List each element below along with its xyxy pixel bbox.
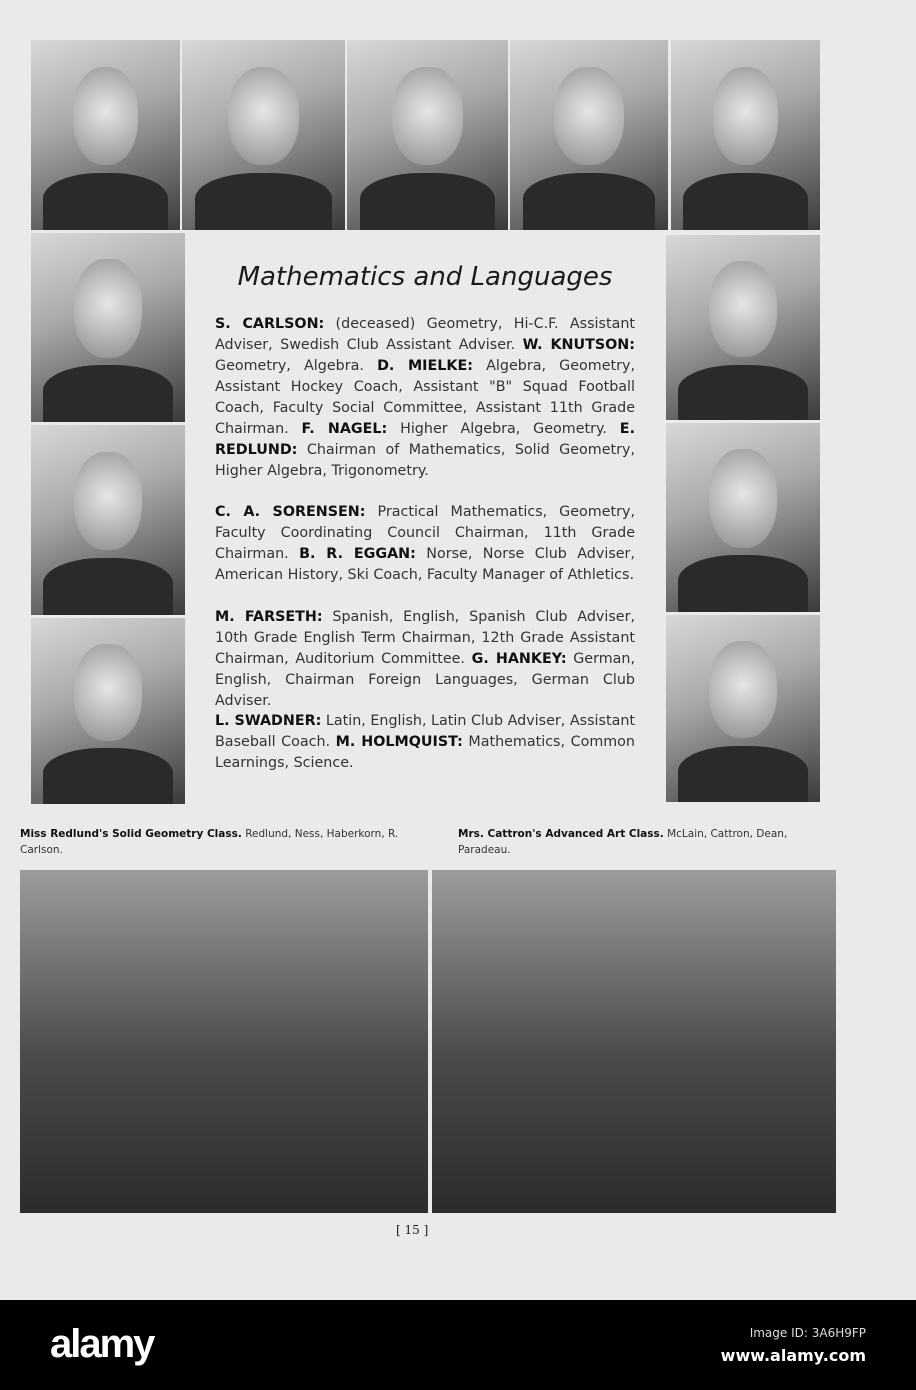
portrait-right-1 [666, 235, 820, 420]
faculty-duties: Latin, English, Latin Club Adviser, Assistant Baseball Coach. [215, 713, 635, 750]
faculty-paragraph [215, 711, 635, 774]
faculty-name: L. SWADNER: [215, 713, 322, 729]
faculty-name: D. MIELKE: [377, 358, 473, 374]
faculty-name: M. FARSETH: [215, 609, 323, 625]
caption-left-names: Redlund, Ness, Haberkorn, R. Carlson. [20, 828, 399, 856]
faculty-duties: German, English, Chairman Foreign Languages, German Club Adviser. [215, 651, 635, 709]
portrait-top-5 [671, 40, 820, 230]
portrait-top-3 [347, 40, 508, 230]
faculty-paragraph [215, 607, 635, 712]
image-id: Image ID: 3A6H9FP [749, 1326, 866, 1340]
page-title: Mathematics and Languages [237, 262, 613, 292]
portrait-right-2 [666, 423, 820, 612]
portrait-top-4 [510, 40, 668, 230]
portrait-left-3 [31, 618, 185, 804]
photo-geometry-class [20, 870, 428, 1213]
caption-right-title: Mrs. Cattron's Advanced Art Class. [458, 828, 664, 840]
footer-url: www.alamy.com [720, 1346, 866, 1365]
faculty-name: W. KNUTSON: [522, 337, 635, 353]
caption-left-title: Miss Redlund's Solid Geometry Class. [20, 828, 242, 840]
faculty-duties: Practical Mathematics, Geometry, Faculty Coordinating Council Chairman, 11th Grade Chairman. [215, 504, 636, 562]
faculty-duties: Algebra, Geometry, Assistant Hockey Coach, Assistant "B" Squad Football Coach, Faculty Social Committee, Assistant 11th Grade Chairman. [215, 358, 636, 437]
faculty-paragraph [215, 502, 635, 586]
watermark-footer [0, 1300, 916, 1390]
faculty-duties: Spanish, English, Spanish Club Adviser, 10th Grade English Term Chairman, 12th Grade Assistant Chairman, Auditorium Committee. [215, 609, 635, 667]
faculty-name: C. A. SORENSEN: [215, 504, 366, 520]
faculty-paragraph [215, 314, 635, 482]
caption-right-names: McLain, Cattron, Dean, Paradeau. [458, 828, 788, 856]
faculty-duties: (deceased) Geometry, Hi-C.F. Assistant Adviser, Swedish Club Assistant Adviser. [215, 316, 636, 353]
faculty-name: F. NAGEL: [301, 421, 388, 437]
caption-right [458, 826, 840, 858]
portrait-left-1 [31, 233, 185, 422]
faculty-name: G. HANKEY: [471, 651, 567, 667]
faculty-name: B. R. EGGAN: [299, 546, 416, 562]
faculty-duties: Geometry, Algebra. [215, 358, 378, 374]
portrait-right-3 [666, 615, 820, 802]
page-number: [ 15 ] [396, 1223, 429, 1237]
faculty-duties: Higher Algebra, Geometry. [387, 421, 620, 437]
photo-art-class [432, 870, 836, 1213]
faculty-duties: Norse, Norse Club Adviser, American History, Ski Coach, Faculty Manager of Athletics. [215, 546, 635, 583]
faculty-name: E. REDLUND: [215, 421, 635, 458]
faculty-name: S. CARLSON: [215, 316, 325, 332]
portrait-top-2 [182, 40, 345, 230]
portrait-top-1 [31, 40, 180, 230]
portrait-left-2 [31, 425, 185, 615]
faculty-duties: Mathematics, Common Learnings, Science. [215, 734, 635, 771]
alamy-logo: alamy [50, 1322, 154, 1366]
faculty-duties: Chairman of Mathematics, Solid Geometry, Higher Algebra, Trigonometry. [215, 442, 635, 479]
faculty-name: M. HOLMQUIST: [335, 734, 463, 750]
caption-left [20, 826, 405, 858]
